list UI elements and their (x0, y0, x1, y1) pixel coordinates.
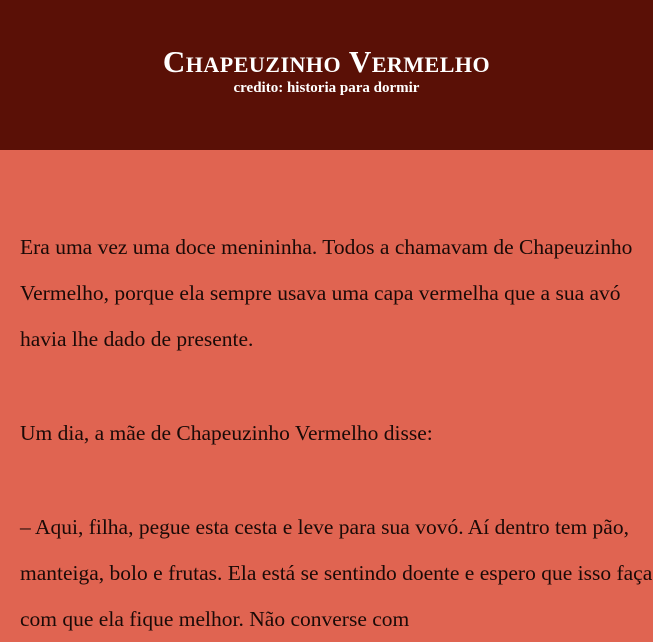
page-title: Chapeuzinho Vermelho (162, 44, 491, 79)
story-content (0, 150, 653, 642)
page-header (0, 0, 653, 150)
story-paragraph: Era uma vez uma doce menininha. Todos a chamavam de Chapeuzinho Vermelho, porque ela sempre usava uma capa vermelha que a sua avó havia lhe dado de presente. (20, 235, 633, 351)
story-paragraph: – Aqui, filha, pegue esta cesta e leve para sua vovó. Aí dentro tem pão, manteiga, bolo e frutas. Ela está se sentindo doente e espero que isso faça com que ela fique melhor. Não converse com (20, 515, 653, 631)
credit-line: credito: historia para dormir (233, 80, 420, 96)
story-paragraph: Um dia, a mãe de Chapeuzinho Vermelho disse: (20, 421, 433, 445)
